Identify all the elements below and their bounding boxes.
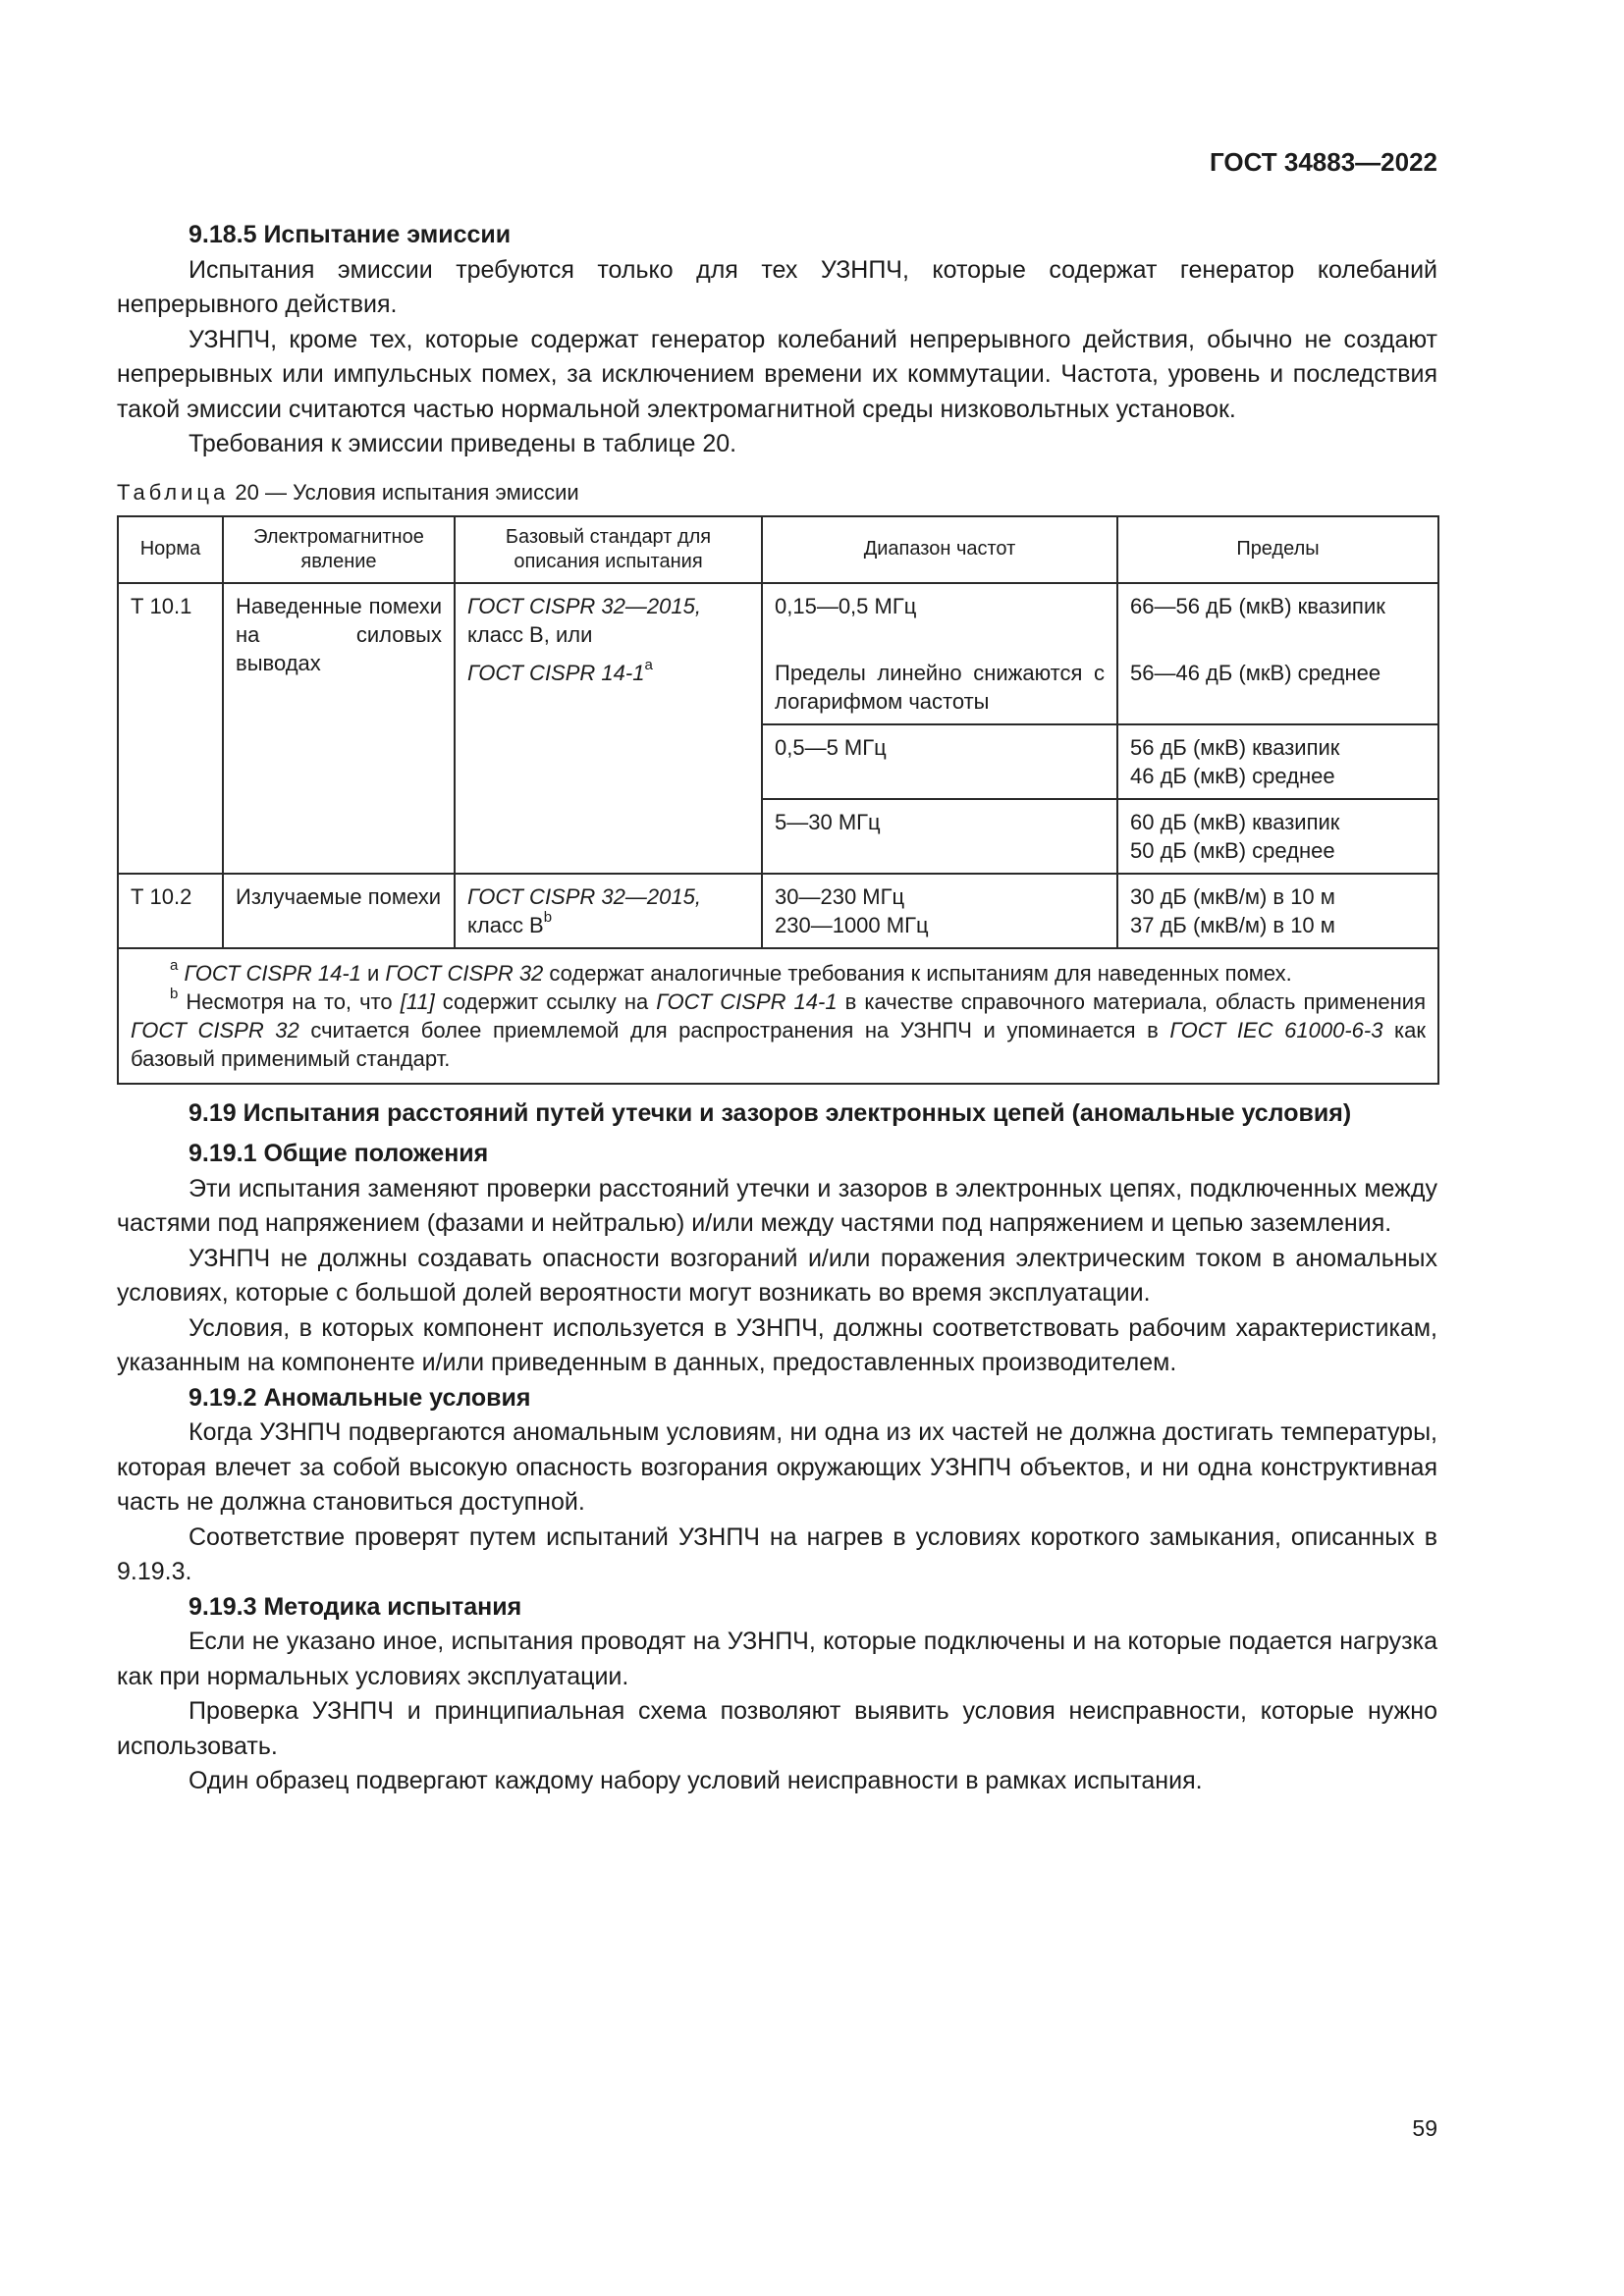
limit-text: 60 дБ (мкВ) квазипик [1130, 809, 1340, 834]
table-row [118, 583, 1438, 724]
cell-norm: Т 10.2 [118, 874, 223, 948]
limit-text: 56—46 дБ (мкВ) среднее [1130, 660, 1381, 685]
paragraph: Когда УЗНПЧ подвергаются аномальным условиям, ни одна из их частей не должна достигать температуры, которая влечет за собой высокую опасность возгорания окружающих УЗНПЧ объектов, и ни одна конструктивная часть не должна становиться доступной. [117, 1418, 1437, 1516]
section-heading-9-19-2: 9.19.2 Аномальные условия [189, 1383, 531, 1412]
cell-base-standard [455, 874, 762, 948]
emission-table [117, 515, 1439, 1085]
std-line: класс $B^b$ [467, 909, 553, 937]
paragraph: УЗНПЧ, кроме тех, которые содержат генератор колебаний непрерывного действия, обычно не создают непрерывных или импульсных помех, за исключением времени их коммутации. Частота, уровень и последствия такой эмиссии считаются частью нормальной электромагнитной среды низковольтных установок. [117, 325, 1437, 423]
cell-limits [1117, 874, 1438, 948]
table-caption [117, 478, 1437, 507]
footnote-a: $^a$ ГОСТ CISPR 14-1 и ГОСТ CISPR 32 содержат аналогичные требования к испытаниям для наведенных помех. [170, 957, 1292, 986]
freq-text: 30—230 МГц [775, 883, 905, 909]
table-footnotes [118, 948, 1438, 1084]
std-line: ГОСТ CISPR 32—2015, [467, 883, 701, 909]
header-norm: Норма [118, 516, 223, 583]
footnote-b: $^b$ Несмотря на то, что [11] содержит ссылку на ГОСТ CISPR 14-1 в качестве справочного материала, область применения ГОСТ CISPR 32 считается более приемлемой для распространения на УЗНПЧ и упоминается в ГОСТ IEC 61000-6-3 как базовый применимый стандарт. [131, 986, 1426, 1071]
section-heading-9-19: 9.19 Испытания расстояний путей утечки и зазоров электронных цепей (аномальные условия) [189, 1098, 1352, 1127]
cell-phenomenon: Наведенные помехи на силовых выводах [223, 583, 455, 874]
cell-frequency [762, 874, 1117, 948]
std-line: класс B, или [467, 621, 593, 647]
limit-text: 66—56 дБ (мкВ) квазипик [1130, 593, 1385, 618]
cell-frequency [762, 583, 1117, 724]
freq-text: 0,15—0,5 МГц [775, 593, 917, 618]
paragraph: Эти испытания заменяют проверки расстояний утечки и зазоров в электронных цепях, подключенных между частями под напряжением (фазами и нейтралью) и/или между частями под напряжением и цепью заземления. [117, 1174, 1437, 1237]
paragraph: Требования к эмиссии приведены в таблице 20. [189, 430, 737, 457]
freq-text: 230—1000 МГц [775, 912, 929, 937]
paragraph: Соответствие проверят путем испытаний УЗНПЧ на нагрев в условиях короткого замыкания, описанных в 9.19.3. [117, 1522, 1437, 1585]
cell-limits [1117, 724, 1438, 799]
paragraph: УЗНПЧ не должны создавать опасности возгораний и/или поражения электрическим током в аномальных условиях, которые с большой долей вероятности могут возникать во время эксплуатации. [117, 1244, 1437, 1307]
paragraph: Условия, в которых компонент используется в УЗНПЧ, должны соответствовать рабочим характеристикам, указанным на компоненте и/или приведенным в данных, предоставленных производителем. [117, 1313, 1437, 1376]
document-code: ГОСТ 34883—2022 [1210, 147, 1437, 177]
table-caption-word: Таблица [117, 479, 230, 505]
cell-norm: Т 10.1 [118, 583, 223, 874]
table-row [118, 874, 1438, 948]
paragraph: Испытания эмиссии требуются только для тех УЗНПЧ, которые содержат генератор колебаний непрерывного действия. [117, 255, 1437, 318]
section-heading-9-19-3: 9.19.3 Методика испытания [189, 1592, 522, 1621]
cell-frequency: 0,5—5 МГц [762, 724, 1117, 799]
freq-note: Пределы линейно снижаются с логарифмом частоты [775, 660, 1105, 714]
paragraph: Если не указано иное, испытания проводят на УЗНПЧ, которые подключены и на которые подается нагрузка как при нормальных условиях эксплуатации. [117, 1628, 1437, 1690]
limit-text: 30 дБ (мкВ/м) в 10 м [1130, 883, 1335, 909]
footnote-mark: b [543, 909, 553, 927]
std-line: ГОСТ CISPR 14-1$^a$ [467, 657, 653, 685]
cell-limits [1117, 583, 1438, 724]
section-heading-9-18-5: 9.18.5 Испытание эмиссии [189, 221, 512, 248]
limit-text: 50 дБ (мкВ) среднее [1130, 837, 1335, 863]
cell-base-standard [455, 583, 762, 874]
cell-limits [1117, 799, 1438, 874]
table-caption-text: 20 — Условия испытания эмиссии [235, 479, 579, 505]
paragraph: Проверка УЗНПЧ и принципиальная схема позволяют выявить условия неисправности, которые нужно использовать. [117, 1697, 1437, 1760]
footnote-mark: a [644, 657, 653, 674]
limit-text: 56 дБ (мкВ) квазипик [1130, 734, 1340, 760]
limit-text: 46 дБ (мкВ) среднее [1130, 763, 1335, 788]
cell-frequency: 5—30 МГц [762, 799, 1117, 874]
cell-phenomenon: Излучаемые помехи [223, 874, 455, 948]
paragraph: Один образец подвергают каждому набору условий неисправности в рамках испытания. [189, 1767, 1203, 1794]
table-footnotes-row [118, 948, 1438, 1084]
header-phenomenon: Электромагнитное явление [223, 516, 455, 583]
table-header-row [118, 516, 1438, 583]
header-base-standard: Базовый стандарт для описания испытания [455, 516, 762, 583]
limit-text: 37 дБ (мкВ/м) в 10 м [1130, 912, 1335, 937]
page-body [117, 218, 1437, 1799]
header-limits: Пределы [1117, 516, 1438, 583]
page-number: 59 [1412, 2115, 1437, 2141]
header-frequency-range: Диапазон частот [762, 516, 1117, 583]
std-line: ГОСТ CISPR 32—2015, [467, 593, 701, 618]
section-heading-9-19-1: 9.19.1 Общие положения [189, 1140, 489, 1167]
